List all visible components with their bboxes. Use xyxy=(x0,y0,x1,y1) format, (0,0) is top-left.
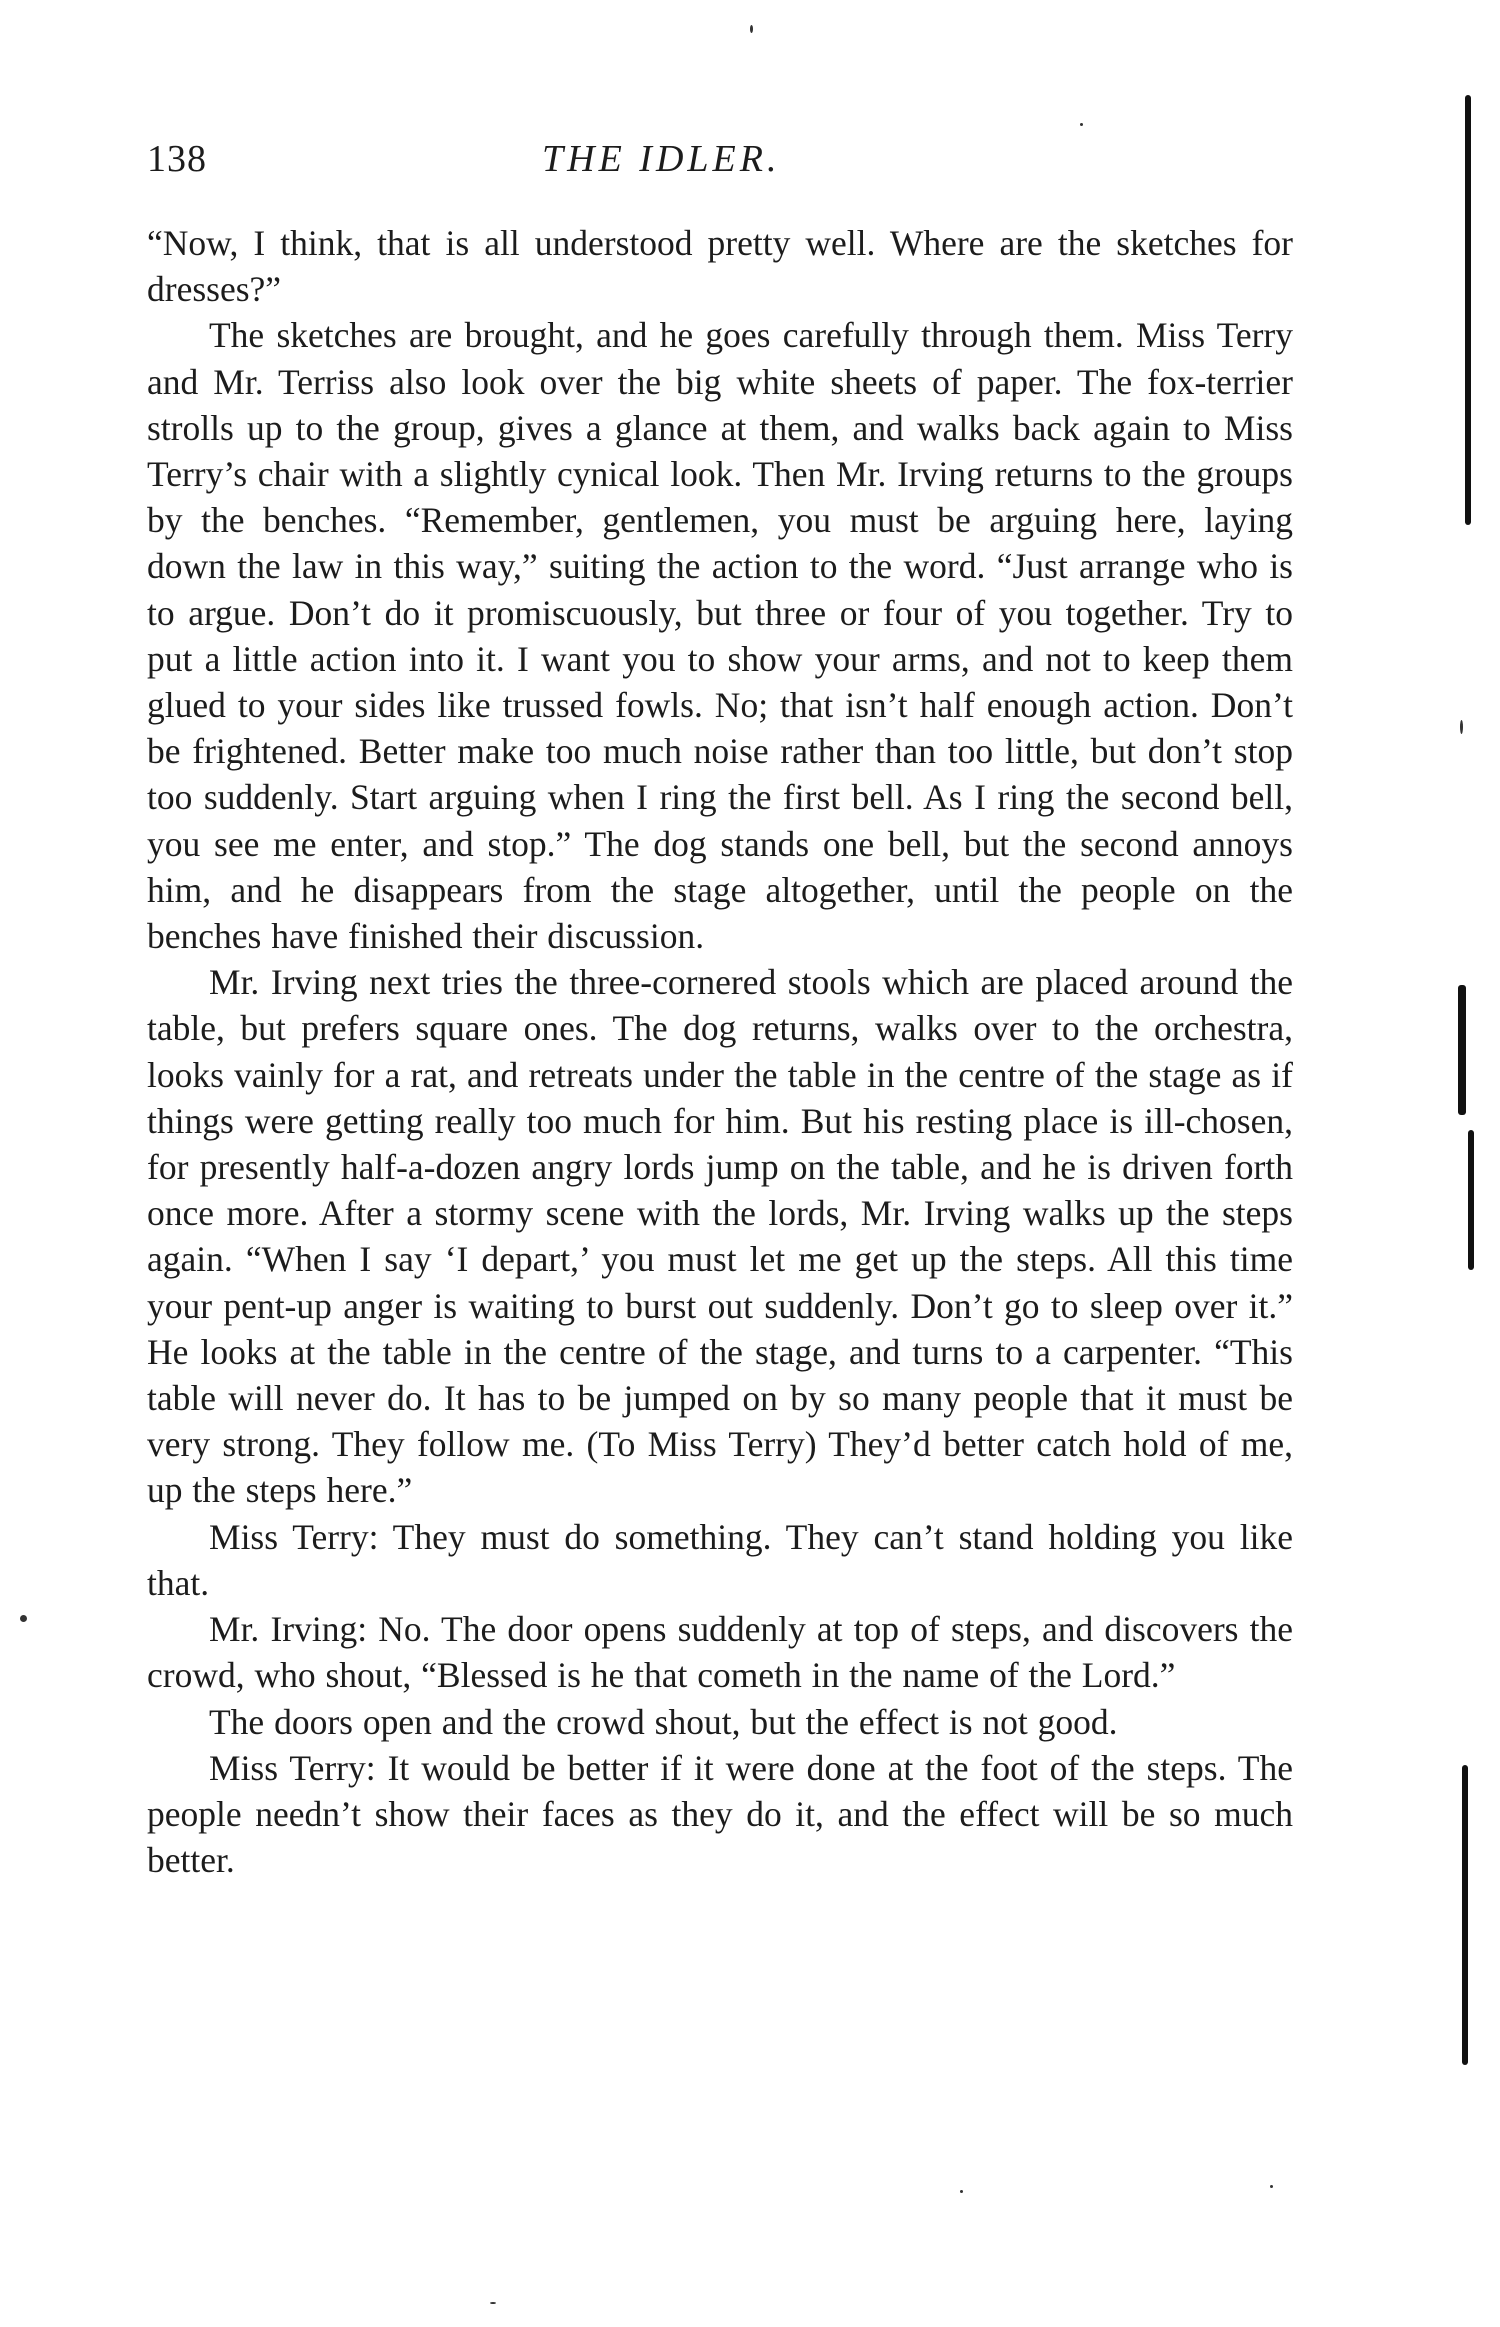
scan-edge-mark xyxy=(1468,1130,1474,1270)
scan-speck xyxy=(20,1615,27,1622)
paragraph: Miss Terry: They must do something. They can’t stand holding you like that. xyxy=(147,1516,1293,1603)
body-text xyxy=(147,220,1293,1883)
scan-edge-mark xyxy=(1458,985,1466,1115)
paragraph: The doors open and the crowd shout, but the effect is not good. xyxy=(209,1701,1118,1742)
paragraph: “Now, I think, that is all understood pretty well. Where are the sketches for dresses?” xyxy=(147,223,1293,310)
paragraph: Mr. Irving: No. The door opens suddenly at top of steps, and discovers the crowd, who shout, “Blessed is he that cometh in the name of the Lord.” xyxy=(147,1609,1293,1696)
paragraph: The sketches are brought, and he goes carefully through them. Miss Terry and Mr. Terriss also look over the big white sheets of paper. The fox-terrier strolls up to the group, gives a glance at them, and walks back again to Miss Terry’s chair with a slightly cynical look. Then Mr. Irving returns to the groups by the benches. “Remember, gentlemen, you must be arguing here, laying down the law in this way,” suiting the action to the word. “Just arrange who is to argue. Don’t do it promiscuously, but three or four of you together. Try to put a little action into it. I want you to show your arms, and not to keep them glued to your sides like trussed fowls. No; that isn’t half enough action. Don’t be frightened. Better make too much noise rather than too little, but don’t stop too suddenly. Start arguing when I ring the first bell. As I ring the second bell, you see me enter, and stop.” The dog stands one bell, but the second annoys him, and he disappears from the stage altogether, until the people on the benches have finished their discussion. xyxy=(147,315,1293,957)
page-number: 138 xyxy=(147,138,207,180)
scan-speck xyxy=(750,25,753,33)
scan-edge-mark xyxy=(1462,1765,1468,2065)
paragraph: Mr. Irving next tries the three-cornered stools which are placed around the table, but prefers square ones. The dog returns, walks over to the orchestra, looks vainly for a rat, and retreats under the table in the centre of the stage as if things were getting really too much for him. But his resting place is ill-chosen, for presently half-a-dozen angry lords jump on the table, and he is driven forth once more. After a stormy scene with the lords, Mr. Irving walks up the steps again. “When I say ‘I depart,’ you must let me get up the steps. All this time your pent-up anger is waiting to burst out suddenly. Don’t go to sleep over it.” He looks at the table in the centre of the stage, and turns to a carpenter. “This table will never do. It has to be jumped on by so many people that it must be very strong. They follow me. (To Miss Terry) They’d better catch hold of me, up the steps here.” xyxy=(147,962,1293,1511)
scan-speck xyxy=(1270,2185,1273,2188)
scan-edge-mark xyxy=(1465,95,1471,525)
scan-speck xyxy=(1080,123,1083,126)
paragraph: Miss Terry: It would be better if it were done at the foot of the steps. The people needn’t show their faces as they do it, and the effect will be so much better. xyxy=(147,1747,1293,1881)
scan-speck xyxy=(490,2302,496,2304)
page-header xyxy=(147,137,1293,197)
running-title: THE IDLER. xyxy=(542,138,781,180)
scan-speck xyxy=(1460,720,1463,734)
scan-speck xyxy=(960,2190,963,2193)
